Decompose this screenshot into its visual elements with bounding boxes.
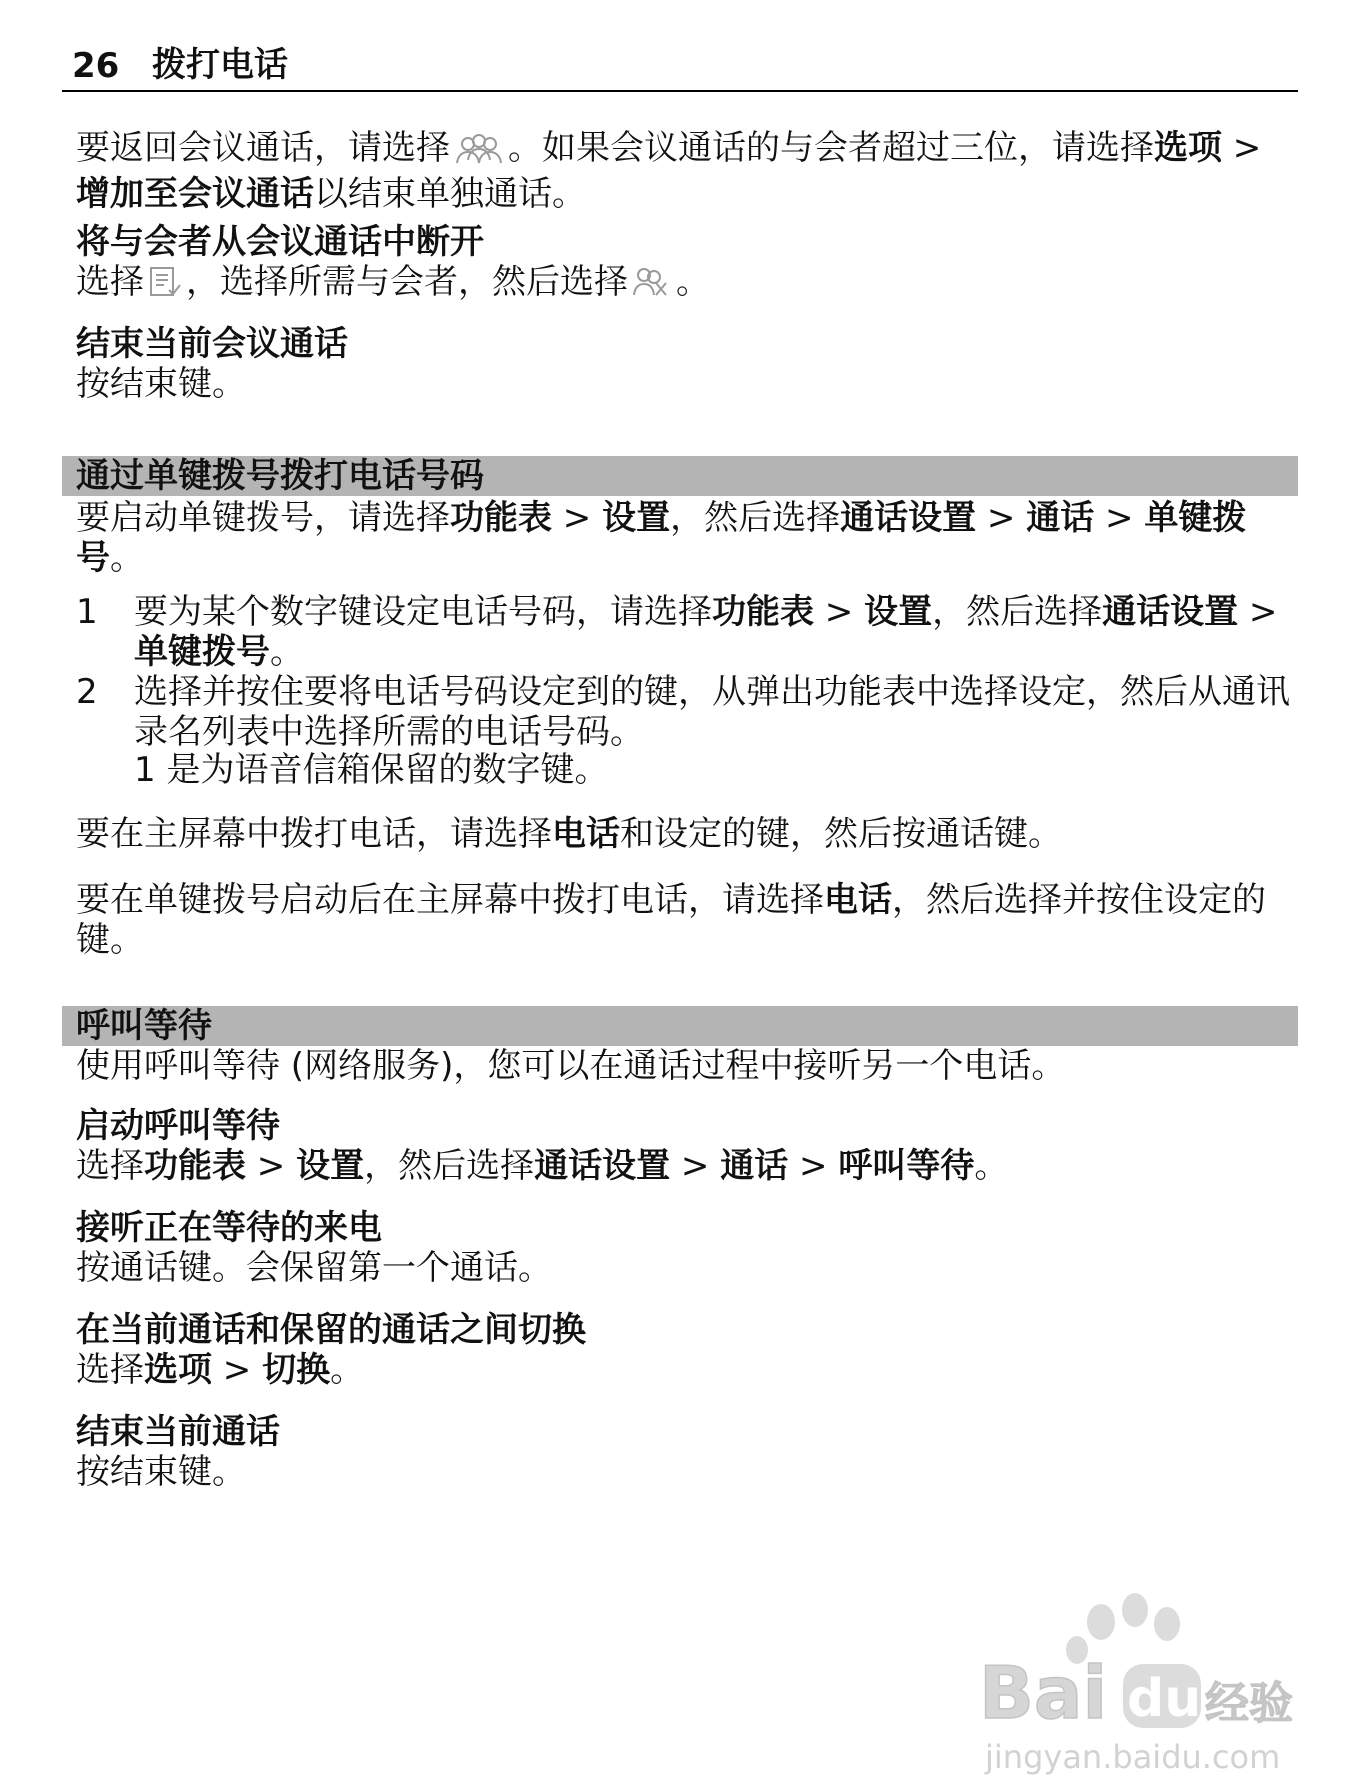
watermark-brand-bai: Bai [979,1651,1108,1735]
speed-dial-step-2: 2 选择并按住要将电话号码设定到的键，从弹出功能表中选择设定，然后从通讯录名列表中选择所需的电话号码。 [76,672,1290,752]
speed-dial-step-2-note: 1 是为语音信箱保留的数字键。 [134,750,609,790]
section-bar-call-waiting: 呼叫等待 [62,1006,1298,1046]
end-conference-text: 按结束键。 [76,364,246,404]
heading-answer-waiting-call: 接听正在等待的来电 [76,1208,382,1248]
home-screen-call-paragraph: 要在主屏幕中拨打电话，请选择电话和设定的键，然后按通话键。 [76,814,1062,854]
heading-switch-calls: 在当前通话和保留的通话之间切换 [76,1310,586,1350]
baidu-jingyan-watermark [975,1590,1295,1780]
heading-activate-call-waiting: 启动呼叫等待 [76,1106,280,1146]
end-current-call-text: 按结束键。 [76,1452,246,1492]
activate-call-waiting-path: 选择功能表 > 设置，然后选择通话设置 > 通话 > 呼叫等待。 [76,1146,1009,1186]
section-bar-speed-dial: 通过单键拨号拨打电话号码 [62,456,1298,496]
heading-disconnect-participant: 将与会者从会议通话中断开 [76,222,484,262]
page-header [62,40,1298,92]
switch-calls-path: 选择选项 > 切换。 [76,1350,365,1390]
call-waiting-intro: 使用呼叫等待 (网络服务)，您可以在通话过程中接听另一个电话。 [76,1046,1066,1086]
heading-end-conference: 结束当前会议通话 [76,324,348,364]
return-conference-paragraph: 要返回会议通话，请选择 。如果会议通话的与会者超过三位，请选择选项 > 增加至会议通话以结束单独通话。 [76,128,1262,214]
watermark-brand-du: du [1127,1669,1202,1729]
after-activation-paragraph: 要在单键拨号启动后在主屏幕中拨打电话，请选择电话，然后选择并按住设定的键。 [76,880,1266,960]
participant-list-icon [148,265,182,308]
speed-dial-step-1: 1 要为某个数字键设定电话号码，请选择功能表 > 设置，然后选择通话设置 > 单键拨号。 [76,592,1278,672]
watermark-url: jingyan.baidu.com [985,1738,1281,1776]
speed-dial-activate-paragraph: 要启动单键拨号，请选择功能表 > 设置，然后选择通话设置 > 通话 > 单键拨 号。 [76,498,1247,578]
conference-icon [454,133,504,174]
answer-waiting-call-text: 按通话键。会保留第一个通话。 [76,1248,552,1288]
heading-end-current-call: 结束当前通话 [76,1412,280,1452]
page-number: 26 [72,46,120,86]
drop-participant-icon [632,265,672,308]
disconnect-instructions: 选择 ，选择所需与会者，然后选择 。 [76,262,1291,308]
page-title: 拨打电话 [152,45,288,85]
watermark-brand-cn: 经验 [1205,1678,1293,1729]
